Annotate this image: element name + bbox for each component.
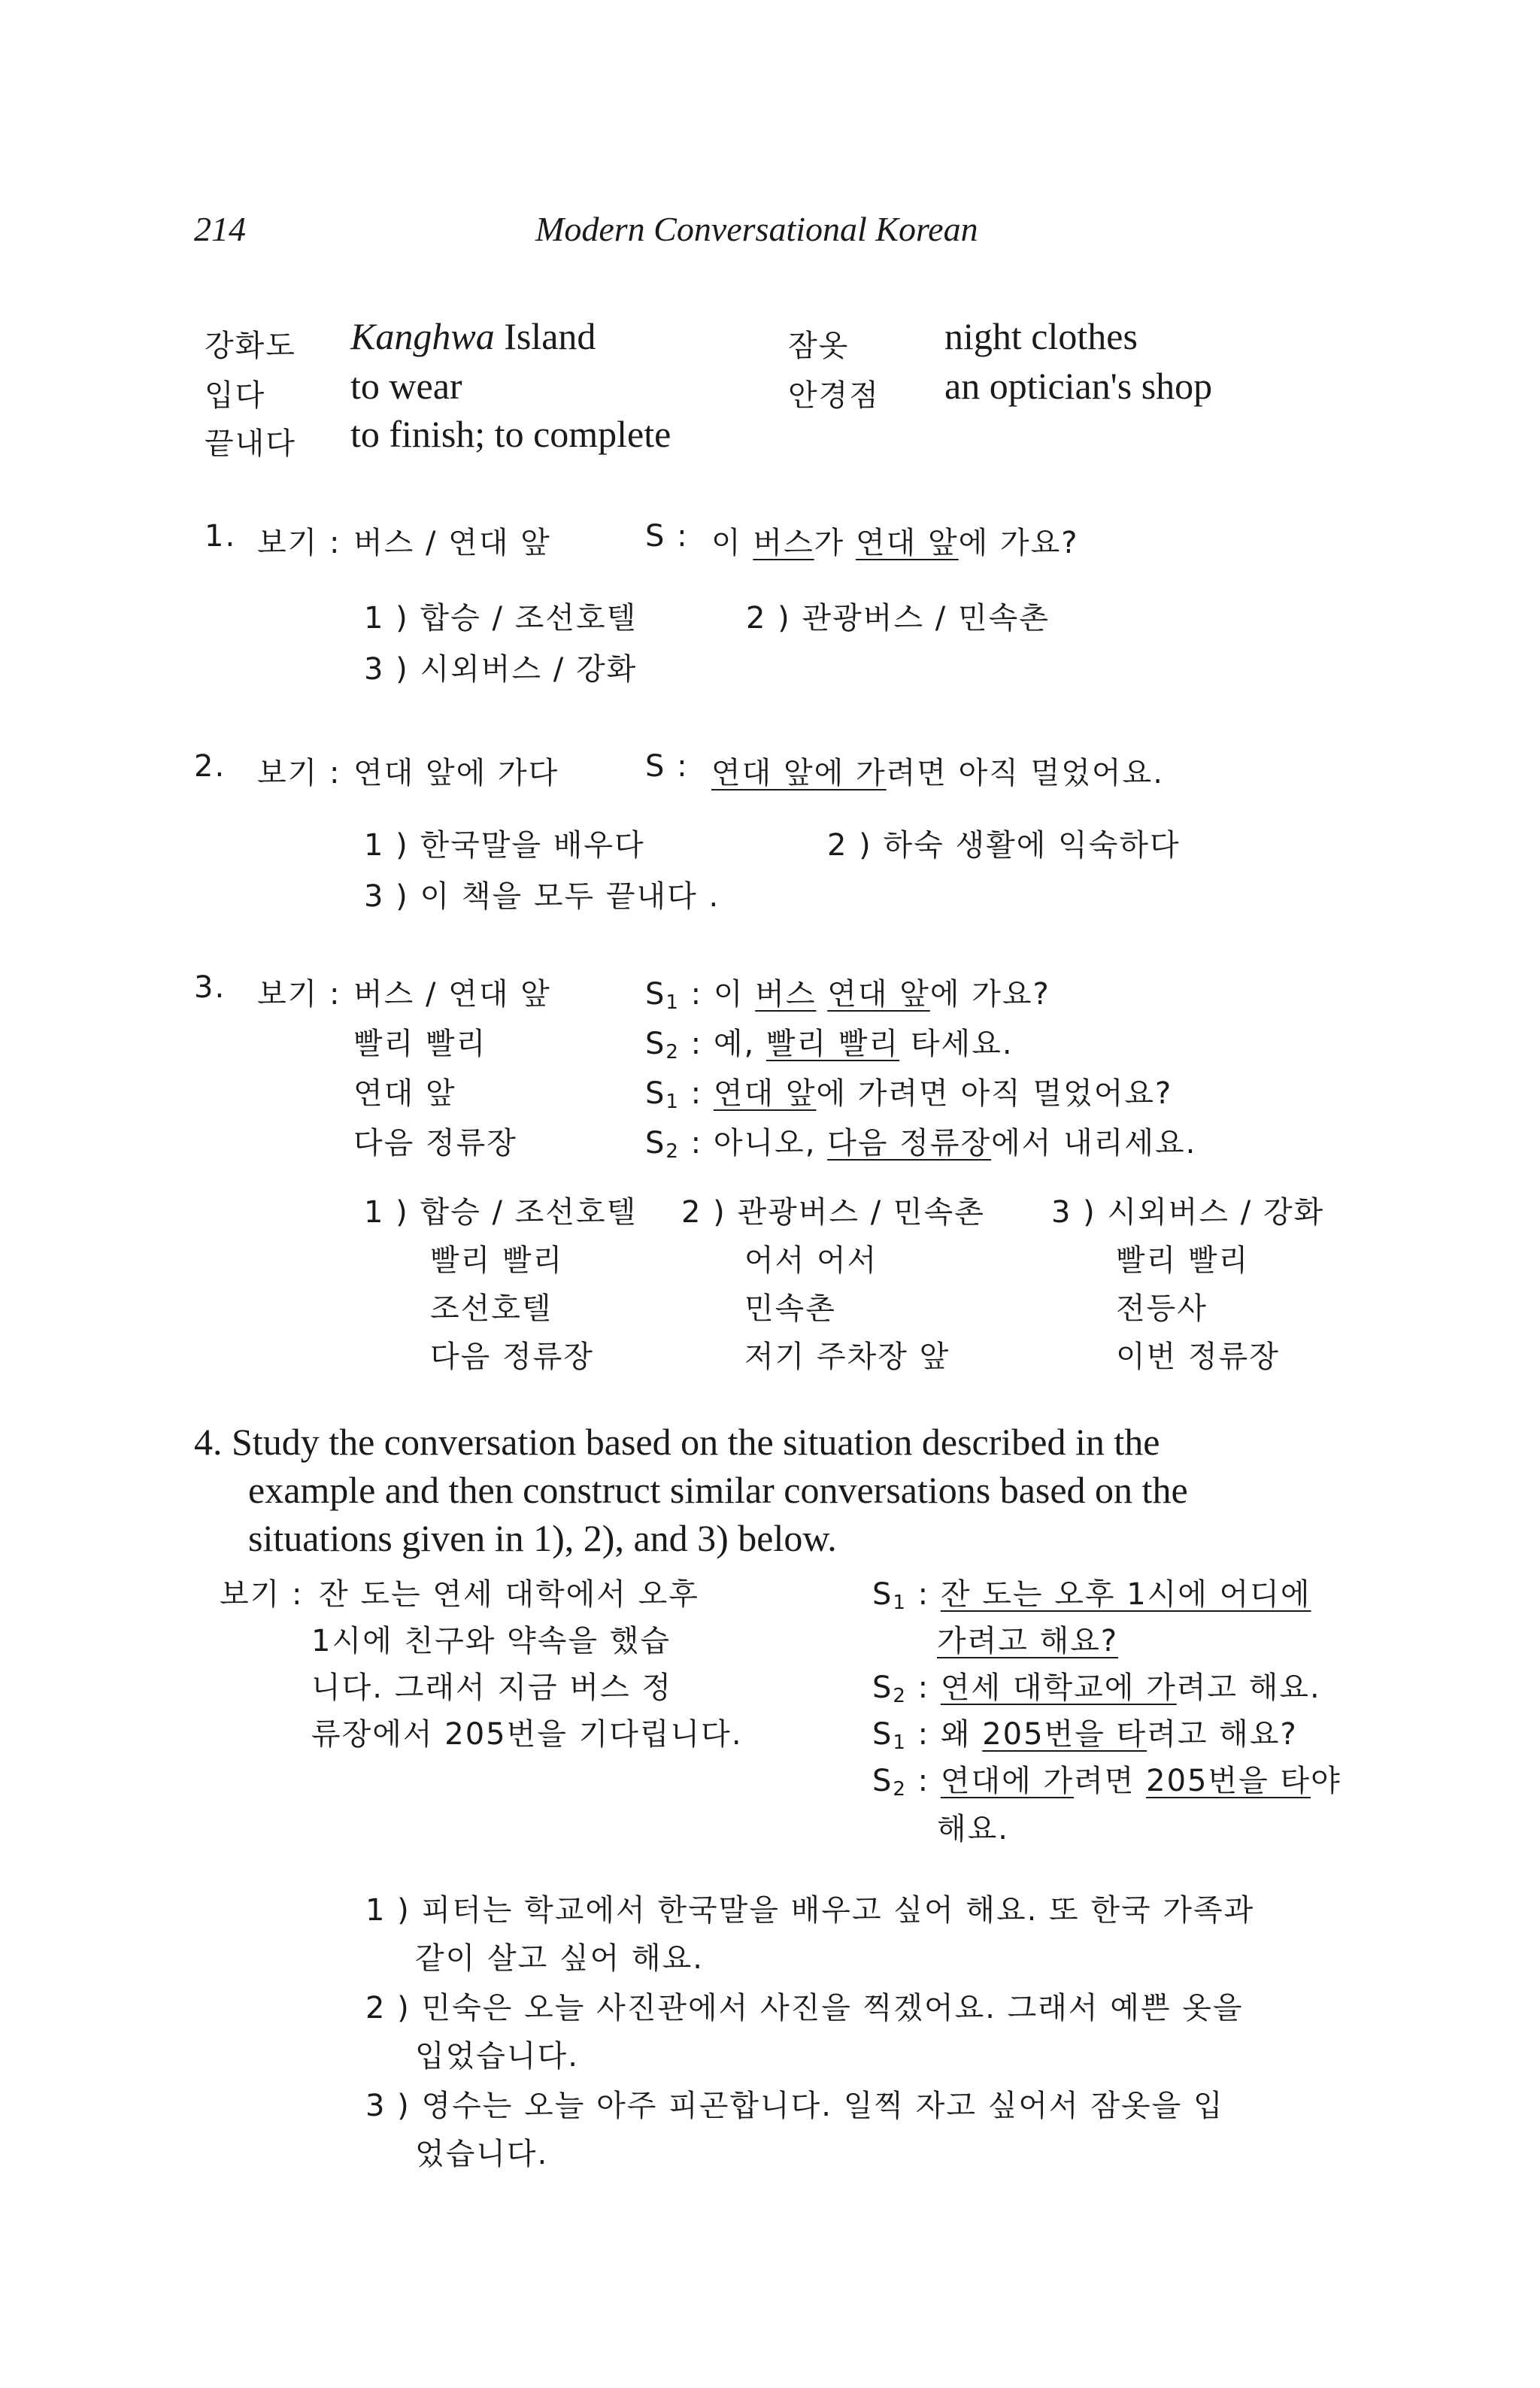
instruction-line: 4. Study the conversation based on the situation described in the xyxy=(194,1421,1160,1463)
page-number: 214 xyxy=(194,210,246,248)
example-answer: 연대 앞에 가려면 아직 멀었어요. xyxy=(711,756,1164,790)
situation-line: 니다. 그래서 지금 버스 정 xyxy=(311,1670,672,1705)
drill-cue: 저기 주차장 앞 xyxy=(744,1340,950,1374)
situation-line: 잔 도는 연세 대학에서 오후 xyxy=(319,1577,699,1612)
drill-item-continued: 었습니다. xyxy=(415,2137,549,2171)
instruction-line: situations given in 1), 2), and 3) below. xyxy=(248,1517,837,1559)
speaker-label: S : xyxy=(645,519,689,554)
drill-cue: 이번 정류장 xyxy=(1116,1340,1280,1374)
exercise-number: 3. xyxy=(194,970,226,1005)
running-title: Modern Conversational Korean xyxy=(535,210,978,248)
drill-item: 1 ) 합승 / 조선호텔 xyxy=(364,601,638,636)
vocab-english: to wear xyxy=(350,365,462,407)
vocab-korean: 입다 xyxy=(205,378,266,413)
dialogue-line: $S_2$ : 연세 대학교에 가려고 해요. xyxy=(872,1670,1321,1707)
example-answer: 이 버스가 연대 앞에 가요? xyxy=(711,526,1079,560)
vocab-english: to finish; to complete xyxy=(350,413,671,455)
drill-item: 3 ) 시외버스 / 강화 xyxy=(364,652,638,687)
vocab-korean: 잠옷 xyxy=(788,329,850,363)
dialogue-line: $S_2$ : 연대에 가려면 205번을 타야 xyxy=(872,1764,1341,1801)
example-label: 보기 : xyxy=(257,977,341,1012)
example-label: 보기 : xyxy=(220,1577,304,1612)
dialogue-line: $S_1$ : 연대 앞에 가려면 아직 멀었어요? xyxy=(645,1076,1173,1113)
drill-item: 2 ) 관광버스 / 민속촌 xyxy=(746,601,1050,636)
drill-item: 3 ) 시외버스 / 강화 xyxy=(1051,1195,1325,1230)
drill-item: 1 ) 한국말을 배우다 xyxy=(364,828,645,863)
example-label: 보기 : xyxy=(257,756,341,790)
drill-cue: 민속촌 xyxy=(744,1291,836,1326)
example-label: 보기 : xyxy=(257,526,341,560)
drill-cue: 빨리 빨리 xyxy=(1116,1243,1250,1278)
example-prompt: 버스 / 연대 앞 xyxy=(353,526,551,560)
dialogue-line: $S_1$ : 잔 도는 오후 1시에 어디에 xyxy=(872,1577,1311,1614)
dialogue-line: 해요. xyxy=(937,1812,1009,1846)
dialogue-line: $S_1$ : 왜 205번을 타려고 해요? xyxy=(872,1717,1298,1754)
dialogue-line: $S_2$ : 예, 빨리 빨리 타세요. xyxy=(645,1027,1014,1064)
vocab-korean: 끝내다 xyxy=(205,426,296,461)
dialogue-line: $S_1$ : 이 버스 연대 앞에 가요? xyxy=(645,977,1050,1014)
vocab-english: night clothes xyxy=(944,315,1138,357)
cue-word: 다음 정류장 xyxy=(353,1126,517,1161)
exercise-number: 2. xyxy=(194,749,226,784)
drill-cue: 전등사 xyxy=(1116,1291,1208,1326)
cue-word: 버스 / 연대 앞 xyxy=(353,977,551,1012)
drill-item: 2 ) 민숙은 오늘 사진관에서 사진을 찍겠어요. 그래서 예쁜 옷을 xyxy=(365,1991,1244,2025)
drill-item: 3 ) 영수는 오늘 아주 피곤합니다. 일찍 자고 싶어서 잠옷을 입 xyxy=(365,2089,1224,2123)
dialogue-line: 가려고 해요? xyxy=(937,1624,1119,1658)
drill-item: 2 ) 하숙 생활에 익숙하다 xyxy=(827,828,1181,863)
vocab-english: Kanghwa Island xyxy=(350,315,596,357)
cue-word: 연대 앞 xyxy=(353,1076,456,1111)
drill-item-continued: 입었습니다. xyxy=(415,2039,579,2074)
drill-item: 1 ) 피터는 학교에서 한국말을 배우고 싶어 해요. 또 한국 가족과 xyxy=(365,1893,1255,1928)
example-prompt: 연대 앞에 가다 xyxy=(353,756,559,790)
drill-item: 1 ) 합승 / 조선호텔 xyxy=(364,1195,638,1230)
situation-line: 1시에 친구와 약속을 했습 xyxy=(311,1624,671,1658)
vocab-korean: 안경점 xyxy=(788,378,880,413)
drill-item-continued: 같이 살고 싶어 해요. xyxy=(415,1941,704,1976)
speaker-label: S : xyxy=(645,749,689,784)
vocab-english: an optician's shop xyxy=(944,365,1213,407)
instruction-line: example and then construct similar conversations based on the xyxy=(248,1469,1188,1511)
drill-cue: 어서 어서 xyxy=(744,1243,878,1278)
drill-item: 3 ) 이 책을 모두 끝내다 . xyxy=(364,879,720,914)
dialogue-line: $S_2$ : 아니오, 다음 정류장에서 내리세요. xyxy=(645,1126,1197,1163)
exercise-number: 1. xyxy=(205,519,237,554)
drill-cue: 빨리 빨리 xyxy=(430,1243,564,1278)
situation-line: 류장에서 205번을 기다립니다. xyxy=(311,1717,743,1752)
drill-cue: 다음 정류장 xyxy=(430,1340,594,1374)
cue-word: 빨리 빨리 xyxy=(353,1027,487,1061)
drill-item: 2 ) 관광버스 / 민속촌 xyxy=(681,1195,985,1230)
drill-cue: 조선호텔 xyxy=(430,1291,553,1326)
vocab-korean: 강화도 xyxy=(205,329,296,363)
